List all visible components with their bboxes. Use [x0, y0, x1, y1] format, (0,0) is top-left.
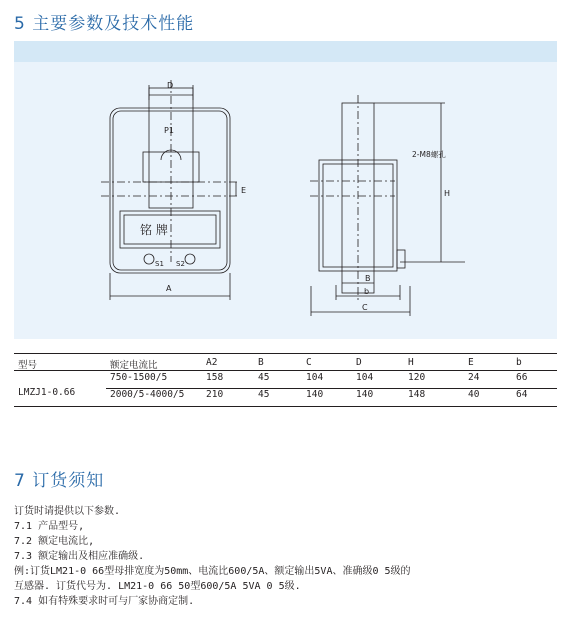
order-line: 7.3 额定输出及相应准确级. [14, 551, 145, 562]
cell-bsmall: 66 [516, 372, 528, 383]
th-c: C [306, 357, 312, 368]
terminal-s2 [185, 254, 195, 264]
dim-label-e: E [241, 186, 247, 195]
cell-c: 140 [306, 389, 324, 400]
th-a2: A2 [206, 357, 218, 368]
th-b: B [258, 357, 264, 368]
cell-a2: 158 [206, 372, 224, 383]
dim-label-b-upper: B [365, 274, 371, 283]
cell-d: 104 [356, 372, 374, 383]
section-title-specs: 5 主要参数及技术性能 [14, 14, 195, 34]
cell-a2: 210 [206, 389, 224, 400]
table-row [14, 371, 557, 387]
nameplate-text: 铭 牌 [140, 223, 168, 237]
nameplate-outline [120, 211, 220, 248]
th-h: H [408, 357, 414, 368]
table-row [14, 388, 557, 407]
th-ratio: 额定电流比 [110, 360, 158, 371]
terminal-s2-label: S2 [176, 260, 185, 268]
cell-b: 45 [258, 389, 270, 400]
order-line: 7.2 额定电流比, [14, 536, 95, 547]
th-model: 型号 [18, 360, 38, 371]
dim-label-h: H [444, 189, 451, 198]
cell-e: 24 [468, 372, 480, 383]
terminal-s1 [144, 254, 154, 264]
cell-d: 140 [356, 389, 374, 400]
order-line: 7.4 如有特殊要求时可与厂家协商定制. [14, 596, 195, 607]
dim-label-a: A [166, 284, 172, 293]
cell-b: 45 [258, 372, 270, 383]
order-line: 7.1 产品型号, [14, 521, 85, 532]
cell-c: 104 [306, 372, 324, 383]
section-title-ordering: 7 订货须知 [14, 471, 105, 491]
model-cell: LMZJ1-0.66 [18, 387, 76, 398]
dim-label-b-lower: b [364, 287, 370, 296]
table-header-row [14, 353, 557, 371]
hole-note: 2-M8螺孔 [412, 150, 446, 159]
cell-ratio: 750-1500/5 [110, 372, 168, 383]
th-e: E [468, 357, 474, 368]
cell-ratio: 2000/5-4000/5 [110, 389, 185, 400]
cell-bsmall: 64 [516, 389, 528, 400]
th-d: D [356, 357, 362, 368]
dim-label-d: D [167, 81, 174, 90]
dim-label-c: C [362, 303, 368, 312]
order-line: 互感器. 订货代号为. LM21-0 66 50型600/5A 5VA 0 5级. [14, 581, 301, 592]
th-bsmall: b [516, 357, 522, 368]
cell-e: 40 [468, 389, 480, 400]
terminal-s1-label: S1 [155, 260, 164, 268]
cell-h: 148 [408, 389, 426, 400]
dim-label-p1: P1 [164, 126, 174, 135]
order-line: 例:订货LM21-0 66型母排宽度为50mm、电流比600/5A、额定输出5VA、准确级0 5级的 [14, 566, 411, 577]
cell-h: 120 [408, 372, 426, 383]
order-line: 订货时请提供以下参数. [14, 506, 121, 517]
